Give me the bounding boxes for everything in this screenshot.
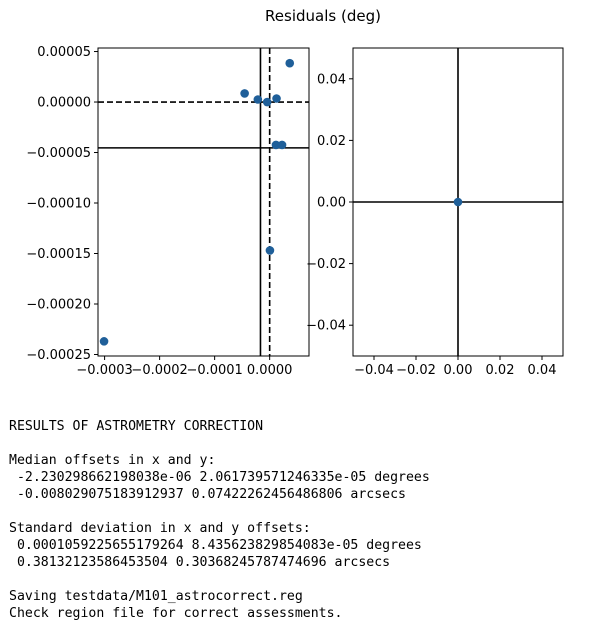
console-line: [9, 503, 430, 520]
axes-frame: [98, 48, 309, 356]
x-tick-label: 0.0000: [246, 363, 293, 378]
x-tick-label: −0.04: [354, 363, 394, 378]
console-output: [9, 418, 430, 622]
y-tick-label: −0.00005: [26, 146, 91, 162]
console-line: Check region file for correct assessments.: [9, 606, 343, 621]
x-tick-label: 0.00: [443, 363, 473, 378]
x-tick-label: 0.04: [527, 363, 557, 378]
y-tick-label: 0.04: [317, 72, 346, 88]
console-line: 0.38132123586453504 0.30368245787474696 arcsecs: [9, 555, 391, 570]
scatter-point: [240, 89, 249, 98]
console-line: Standard deviation in x and y offsets:: [9, 521, 311, 536]
x-tick-label: −0.0001: [186, 363, 243, 378]
residuals-right-axes: [306, 48, 563, 378]
console-line: [9, 435, 430, 452]
x-tick-label: −0.02: [396, 363, 436, 378]
y-tick-label: −0.02: [306, 257, 346, 273]
y-tick-label: −0.00015: [26, 247, 91, 263]
y-tick-label: 0.00000: [37, 95, 91, 111]
plot-area: [98, 48, 309, 356]
residuals-left-axes: [26, 45, 309, 378]
plot-area: [353, 48, 563, 356]
scatter-point: [272, 94, 281, 103]
y-tick-label: 0.00005: [37, 45, 91, 61]
scatter-point: [254, 95, 263, 104]
console-line: -0.008029075183912937 0.07422262456486806 arcsecs: [9, 487, 406, 502]
y-tick-label: −0.00010: [26, 196, 91, 212]
y-tick-label: 0.00: [317, 195, 346, 211]
console-line: 0.0001059225655179264 8.435623829854083e-05 degrees: [9, 538, 422, 553]
console-line: Saving testdata/M101_astrocorrect.reg: [9, 589, 303, 604]
y-tick-label: −0.00020: [26, 297, 91, 313]
y-tick-label: 0.02: [317, 133, 346, 149]
scatter-point: [285, 59, 294, 68]
scatter-point: [266, 246, 275, 255]
y-tick-label: −0.00025: [26, 347, 91, 363]
console-line: Median offsets in x and y:: [9, 453, 216, 468]
console-line: -2.230298662198038e-06 2.061739571246335e-05 degrees: [9, 470, 430, 485]
figure-suptitle: Residuals (deg): [265, 7, 381, 25]
console-line: RESULTS OF ASTROMETRY CORRECTION: [9, 419, 264, 434]
x-tick-label: −0.0003: [76, 363, 133, 378]
scatter-point: [278, 141, 287, 150]
y-tick-label: −0.04: [306, 318, 346, 334]
scatter-point: [454, 198, 463, 207]
x-tick-label: −0.0002: [131, 363, 188, 378]
x-tick-label: 0.02: [485, 363, 515, 378]
console-line: [9, 571, 430, 588]
scatter-point: [100, 337, 109, 346]
scatter-point: [263, 98, 272, 107]
